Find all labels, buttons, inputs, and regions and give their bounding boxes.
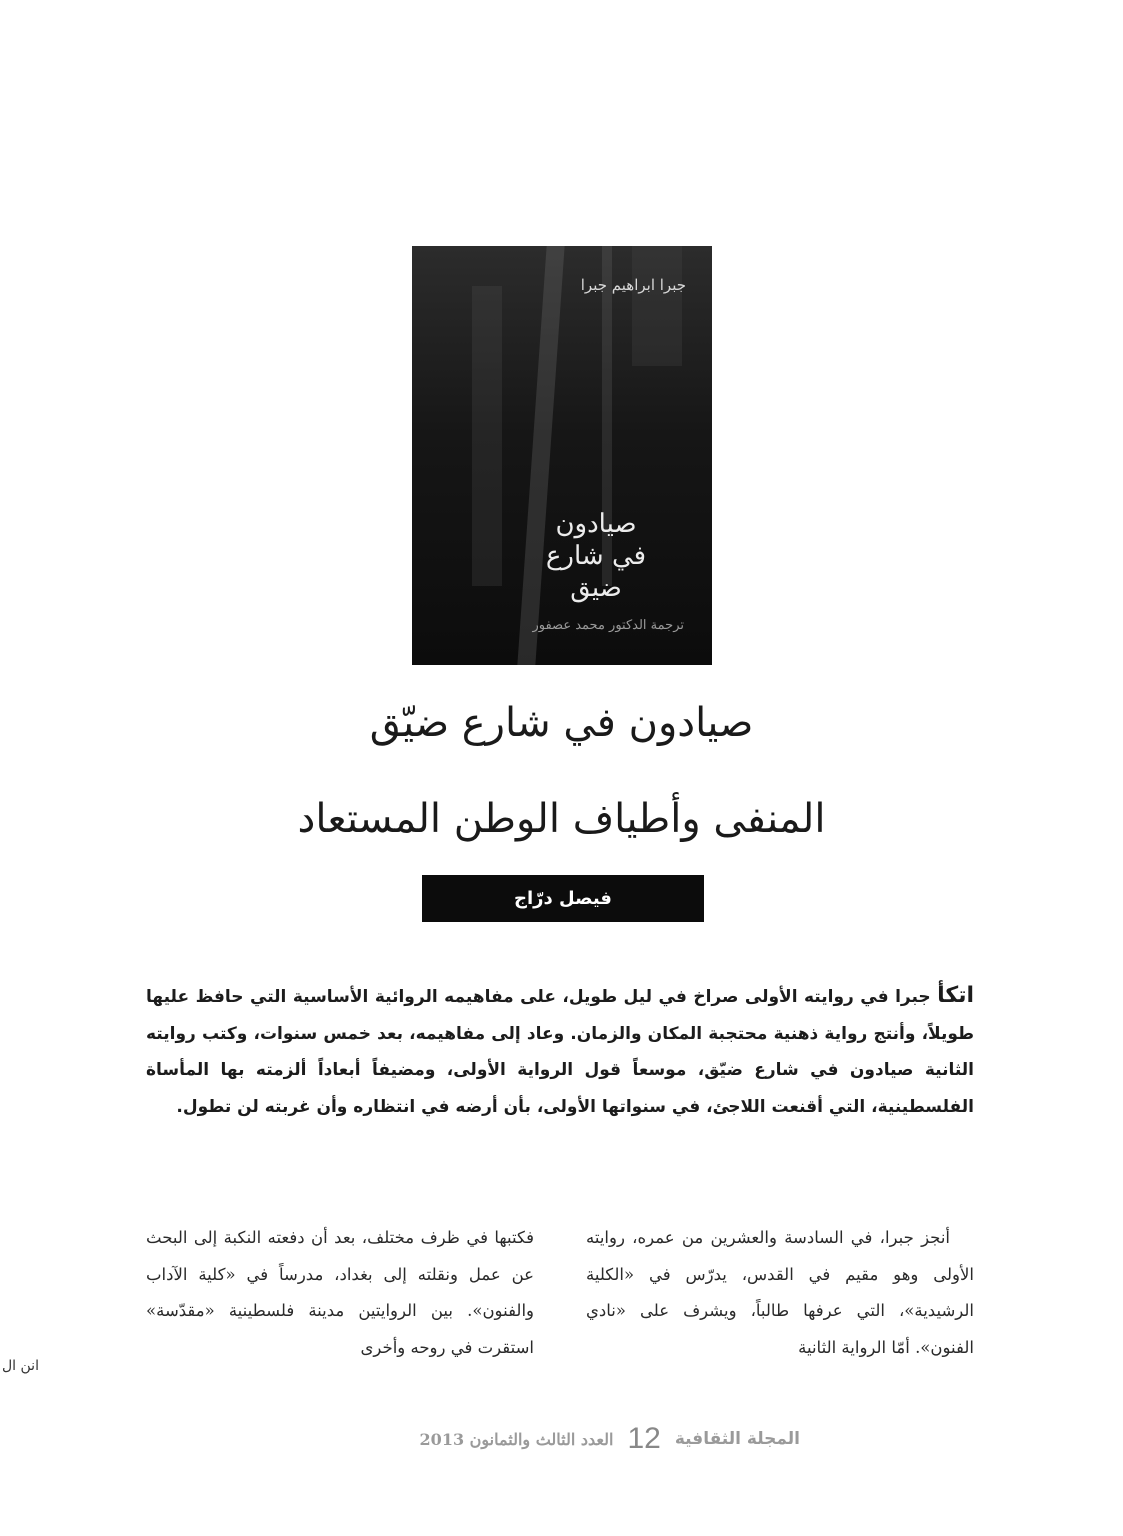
intro-paragraph bbox=[146, 978, 974, 1125]
cover-translator: ترجمة الدكتور محمد عصفور bbox=[532, 618, 684, 633]
cover-title-line: ضيق bbox=[570, 573, 622, 603]
article-title: صيادون في شارع ضيّق bbox=[369, 700, 754, 746]
body-column-left: فكتبها في ظرف مختلف، بعد أن دفعته النكبة إلى البحث عن عمل ونقلته إلى بغداد، مدرساً في «كلية الآداب والفنون». بين الروايتين مدينة فلسطينية «مقدّسة» استقرت في روحه وأخرى bbox=[146, 1228, 534, 1357]
author-byline: فيصل درّاج bbox=[422, 875, 704, 922]
margin-text: انن ال bbox=[2, 1358, 39, 1374]
body-column-right: أنجز جبرا، في السادسة والعشرين من عمره، روايته الأولى وهو مقيم في القدس، يدرّس في «الكلية الرشيدية»، التي عرفها طالباً، ويشرف على «نادي الفنون». أمّا الرواية الثانية bbox=[586, 1228, 974, 1357]
cover-title-line: في شارع bbox=[545, 541, 647, 571]
cover-title-line: صيادون bbox=[555, 509, 637, 539]
magazine-name: المجلة الثقافية bbox=[674, 1429, 800, 1449]
intro-text: جبرا في روايته الأولى صراخ في ليل طويل، على مفاهيمه الروائية الأساسية التي حافظ عليها طويلاً، وأنتج رواية ذهنية محتجبة المكان والزمان. وعاد إلى مفاهيمه، بعد خمس سنوات، وكتب روايته الثانية صيادون في شارع ضيّق، موسعاً قول الرواية الأولى، ومضيفاً أبعاداً ألزمته بها المأساة الفلسطينية، التي أقنعت اللاجئ، في سنواتها الأولى، بأن أرضه في انتظاره وأن غربته لن تطول. bbox=[146, 987, 974, 1117]
page-footer bbox=[330, 1418, 800, 1460]
page-number: 12 bbox=[627, 1422, 661, 1455]
intro-lead-word: اتكأ bbox=[937, 983, 974, 1008]
issue-label: العدد الثالث والثمانون 2013 bbox=[419, 1429, 614, 1449]
cover-author: جبرا ابراهيم جبرا bbox=[580, 276, 686, 294]
article-subtitle: المنفى وأطياف الوطن المستعاد bbox=[297, 796, 826, 842]
book-cover-image bbox=[412, 246, 712, 665]
cover-title bbox=[526, 508, 666, 604]
